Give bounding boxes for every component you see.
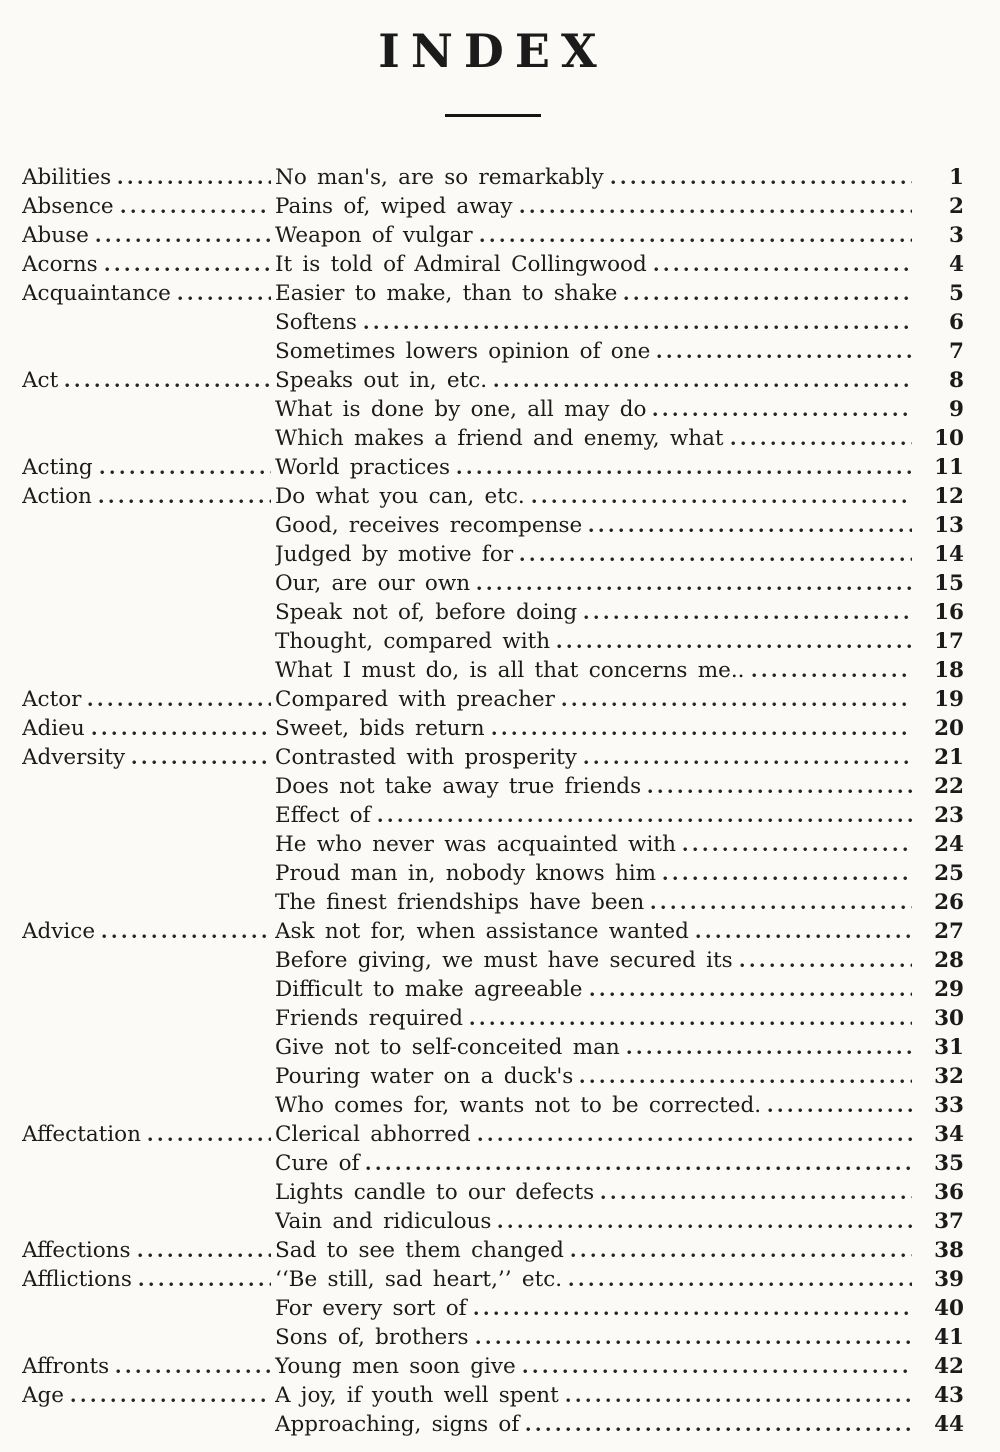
dot-leader — [562, 685, 912, 714]
entry-term: Acting — [22, 455, 93, 480]
index-entry-row — [22, 192, 964, 221]
entry-page: 15 — [934, 571, 964, 596]
dot-leader — [92, 714, 271, 743]
dot-leader — [584, 743, 912, 772]
dot-leader — [627, 1033, 912, 1062]
entry-text: Good, receives recompense — [275, 513, 583, 538]
entry-text: Clerical abhorred — [275, 1122, 471, 1147]
index-entry-row — [22, 1091, 964, 1120]
entry-page: 41 — [934, 1325, 964, 1350]
entry-text-cell — [275, 1033, 916, 1062]
index-entry-row — [22, 772, 964, 801]
dot-leader — [457, 453, 912, 482]
entry-page: 26 — [934, 890, 964, 915]
entry-term-cell — [22, 743, 275, 772]
index-entry-row — [22, 830, 964, 859]
entry-text: What I must do, is all that concerns me.. — [275, 658, 745, 683]
entry-page: 4 — [949, 252, 964, 277]
entry-term-cell — [22, 163, 275, 192]
dot-leader — [590, 975, 912, 1004]
dot-leader — [65, 366, 271, 395]
dot-leader — [571, 1236, 912, 1265]
dot-leader — [566, 1381, 912, 1410]
entry-term: Adieu — [22, 716, 85, 741]
index-entry-row — [22, 1120, 964, 1149]
index-entry-row — [22, 424, 964, 453]
entry-page: 20 — [934, 716, 964, 741]
dot-leader — [580, 1062, 912, 1091]
index-entry-row — [22, 1323, 964, 1352]
entry-text-cell — [275, 772, 916, 801]
entry-term-cell — [22, 685, 275, 714]
index-entry-row — [22, 337, 964, 366]
entry-text: For every sort of — [275, 1296, 467, 1321]
entry-text: Judged by motive for — [275, 542, 514, 567]
entry-text-cell — [275, 801, 916, 830]
entry-text-cell — [275, 946, 916, 975]
entry-page: 23 — [934, 803, 964, 828]
entry-term: Afflictions — [22, 1267, 132, 1292]
entry-text: Effect of — [275, 803, 371, 828]
entry-text: Give not to self-conceited man — [275, 1035, 620, 1060]
index-entry-row — [22, 1062, 964, 1091]
entry-page: 33 — [934, 1093, 964, 1118]
index-entry-row — [22, 1410, 964, 1439]
dot-leader — [476, 1323, 912, 1352]
entry-term-cell — [22, 192, 275, 221]
entry-term-cell — [22, 1265, 275, 1294]
entry-text: Pains of, wiped away — [275, 194, 513, 219]
entry-page: 1 — [949, 165, 964, 190]
entry-text: Speak not of, before doing — [275, 600, 578, 625]
entry-term-cell — [22, 1120, 275, 1149]
entry-page: 28 — [934, 948, 964, 973]
dot-leader — [557, 627, 912, 656]
entry-text: ‘‘Be still, sad heart,’’ etc. — [275, 1267, 563, 1292]
dot-leader — [480, 221, 912, 250]
entry-term-cell — [22, 1352, 275, 1381]
entry-text: Young men soon give — [275, 1354, 516, 1379]
entry-text: Pouring water on a duck's — [275, 1064, 574, 1089]
entry-text-cell — [275, 250, 916, 279]
entry-text: Weapon of vulgar — [275, 223, 473, 248]
index-entry-row — [22, 627, 964, 656]
index-entry-row — [22, 366, 964, 395]
entry-text: Sad to see them changed — [275, 1238, 564, 1263]
entry-text-cell — [275, 917, 916, 946]
index-entry-row — [22, 308, 964, 337]
entry-term: Abilities — [22, 165, 112, 190]
entry-page: 5 — [949, 281, 964, 306]
entry-text: Do what you can, etc. — [275, 484, 525, 509]
entry-page: 32 — [934, 1064, 964, 1089]
entry-text-cell — [275, 598, 916, 627]
dot-leader — [88, 685, 271, 714]
index-entry-row — [22, 1178, 964, 1207]
dot-leader — [498, 1207, 912, 1236]
dot-leader — [378, 801, 912, 830]
index-entry-row — [22, 279, 964, 308]
entry-text: Speaks out in, etc. — [275, 368, 488, 393]
entry-text-cell — [275, 1352, 916, 1381]
dot-leader — [132, 743, 271, 772]
entry-text-cell — [275, 511, 916, 540]
entry-term: Absence — [22, 194, 114, 219]
entry-page: 16 — [934, 600, 964, 625]
entry-term-cell — [22, 279, 275, 308]
dot-leader — [470, 1004, 912, 1033]
entry-term: Affectation — [22, 1122, 141, 1147]
entry-text: Vain and ridiculous — [275, 1209, 492, 1234]
entry-page: 7 — [949, 339, 964, 364]
index-entry-row — [22, 1236, 964, 1265]
entry-page: 3 — [949, 223, 964, 248]
entry-text-cell — [275, 569, 916, 598]
entry-text-cell — [275, 1381, 916, 1410]
entry-term: Affections — [22, 1238, 131, 1263]
entry-text-cell — [275, 424, 916, 453]
entry-text: Sweet, bids return — [275, 716, 485, 741]
dot-leader — [364, 308, 912, 337]
dot-leader — [648, 772, 912, 801]
index-entry-row — [22, 598, 964, 627]
entry-page: 11 — [934, 455, 964, 480]
entry-term: Actor — [22, 687, 82, 712]
dot-leader — [768, 1091, 912, 1120]
dot-leader — [477, 569, 912, 598]
entry-term: Age — [22, 1383, 65, 1408]
dot-leader — [100, 453, 271, 482]
entry-text-cell — [275, 308, 916, 337]
entry-text-cell — [275, 656, 916, 685]
entry-page: 42 — [934, 1354, 964, 1379]
index-entry-row — [22, 221, 964, 250]
entry-text-cell — [275, 279, 916, 308]
entry-page: 10 — [934, 426, 964, 451]
entry-term-cell — [22, 482, 275, 511]
entry-text-cell — [275, 627, 916, 656]
entry-page: 25 — [934, 861, 964, 886]
entry-term-cell — [22, 366, 275, 395]
index-entry-row — [22, 1294, 964, 1323]
entry-text-cell — [275, 1062, 916, 1091]
entry-text: It is told of Admiral Collingwood — [275, 252, 647, 277]
dot-leader — [148, 1120, 271, 1149]
title-divider — [445, 114, 541, 117]
dot-leader — [478, 1120, 912, 1149]
index-entry-row — [22, 888, 964, 917]
entry-term-cell — [22, 221, 275, 250]
entry-text-cell — [275, 1294, 916, 1323]
index-entry-row — [22, 1207, 964, 1236]
entry-page: 31 — [934, 1035, 964, 1060]
dot-leader — [139, 1265, 271, 1294]
entry-text: World practices — [275, 455, 450, 480]
entry-text: Sometimes lowers opinion of one — [275, 339, 651, 364]
entry-term-cell — [22, 1381, 275, 1410]
entry-text-cell — [275, 1236, 916, 1265]
index-entry-row — [22, 453, 964, 482]
dot-leader — [663, 859, 912, 888]
entry-term: Acorns — [22, 252, 98, 277]
entry-text: Friends required — [275, 1006, 463, 1031]
entry-text: Who comes for, wants not to be corrected. — [275, 1093, 762, 1118]
dot-leader — [474, 1294, 912, 1323]
dot-leader — [740, 946, 912, 975]
entry-text-cell — [275, 859, 916, 888]
dot-leader — [589, 511, 912, 540]
index-entry-row — [22, 250, 964, 279]
dot-leader — [651, 888, 912, 917]
entry-text-cell — [275, 1207, 916, 1236]
dot-leader — [683, 830, 912, 859]
entry-page: 2 — [949, 194, 964, 219]
entry-page: 40 — [934, 1296, 964, 1321]
entry-text-cell — [275, 1149, 916, 1178]
index-entry-row — [22, 1381, 964, 1410]
dot-leader — [138, 1236, 271, 1265]
entry-text: Approaching, signs of — [275, 1412, 520, 1437]
entry-page: 14 — [934, 542, 964, 567]
entry-text: He who never was acquainted with — [275, 832, 676, 857]
entry-page: 43 — [934, 1383, 964, 1408]
index-entry-row — [22, 1265, 964, 1294]
dot-leader — [116, 1352, 271, 1381]
entry-term-cell — [22, 453, 275, 482]
entry-text: Softens — [275, 310, 357, 335]
entry-text: Difficult to make agreeable — [275, 977, 583, 1002]
index-entry-row — [22, 1033, 964, 1062]
entry-term-cell — [22, 917, 275, 946]
entry-term: Acquaintance — [22, 281, 171, 306]
index-entry-row — [22, 859, 964, 888]
dot-leader — [532, 482, 912, 511]
entry-page: 18 — [934, 658, 964, 683]
entry-text-cell — [275, 714, 916, 743]
entry-term: Affronts — [22, 1354, 110, 1379]
entry-term: Advice — [22, 919, 96, 944]
index-entry-row — [22, 946, 964, 975]
entry-text: Which makes a friend and enemy, what — [275, 426, 724, 451]
entry-page: 17 — [934, 629, 964, 654]
index-entry-row — [22, 975, 964, 1004]
entry-page: 44 — [934, 1412, 964, 1437]
index-entry-row — [22, 714, 964, 743]
dot-leader — [657, 337, 912, 366]
entry-text: No man's, are so remarkably — [275, 165, 604, 190]
dot-leader — [492, 714, 912, 743]
dot-leader — [520, 192, 912, 221]
dot-leader — [178, 279, 271, 308]
entry-text-cell — [275, 453, 916, 482]
dot-leader — [102, 917, 271, 946]
index-entry-row — [22, 540, 964, 569]
entry-text: Proud man in, nobody knows him — [275, 861, 657, 886]
entry-text-cell — [275, 482, 916, 511]
index-entry-row — [22, 801, 964, 830]
index-entry-row — [22, 685, 964, 714]
entry-term: Adversity — [22, 745, 126, 770]
index-entry-row — [22, 656, 964, 685]
entry-page: 36 — [934, 1180, 964, 1205]
entry-page: 34 — [934, 1122, 964, 1147]
entry-page: 19 — [934, 687, 964, 712]
entry-text-cell — [275, 192, 916, 221]
entry-page: 22 — [934, 774, 964, 799]
dot-leader — [696, 917, 912, 946]
entry-page: 8 — [949, 368, 964, 393]
entry-text: Sons of, brothers — [275, 1325, 469, 1350]
entry-text: A joy, if youth well spent — [275, 1383, 559, 1408]
dot-leader — [526, 1410, 912, 1439]
entry-text: What is done by one, all may do — [275, 397, 647, 422]
entry-text: Easier to make, than to shake — [275, 281, 618, 306]
index-entry-row — [22, 917, 964, 946]
entry-text: Thought, compared with — [275, 629, 551, 654]
dot-leader — [99, 482, 271, 511]
dot-leader — [569, 1265, 912, 1294]
dot-leader — [601, 1178, 912, 1207]
dot-leader — [611, 163, 912, 192]
dot-leader — [624, 279, 912, 308]
dot-leader — [653, 395, 912, 424]
entry-page: 24 — [934, 832, 964, 857]
entry-page: 38 — [934, 1238, 964, 1263]
entry-text: Does not take away true friends — [275, 774, 642, 799]
dot-leader — [752, 656, 913, 685]
index-entry-row — [22, 569, 964, 598]
entry-text-cell — [275, 540, 916, 569]
entry-text-cell — [275, 743, 916, 772]
entry-text-cell — [275, 163, 916, 192]
index-entry-row — [22, 482, 964, 511]
entry-text-cell — [275, 221, 916, 250]
index-entry-row — [22, 511, 964, 540]
index-entry-row — [22, 1352, 964, 1381]
entry-text-cell — [275, 1120, 916, 1149]
dot-leader — [366, 1149, 912, 1178]
entry-text-cell — [275, 1265, 916, 1294]
entry-text: The finest friendships have been — [275, 890, 645, 915]
index-entry-row — [22, 743, 964, 772]
dot-leader — [121, 192, 271, 221]
entry-term: Action — [22, 484, 92, 509]
entry-text: Ask not for, when assistance wanted — [275, 919, 689, 944]
entry-page: 12 — [934, 484, 964, 509]
entry-text: Compared with preacher — [275, 687, 555, 712]
dot-leader — [494, 366, 912, 395]
entry-text-cell — [275, 685, 916, 714]
index-entries — [22, 163, 964, 1439]
page-title: INDEX — [378, 24, 608, 78]
index-entry-row — [22, 163, 964, 192]
entry-text-cell — [275, 1178, 916, 1207]
entry-text-cell — [275, 1323, 916, 1352]
dot-leader — [71, 1381, 271, 1410]
entry-term-cell — [22, 1236, 275, 1265]
entry-term: Act — [22, 368, 59, 393]
entry-text: Cure of — [275, 1151, 360, 1176]
dot-leader — [584, 598, 912, 627]
entry-page: 39 — [934, 1267, 964, 1292]
entry-page: 27 — [934, 919, 964, 944]
dot-leader — [105, 250, 271, 279]
entry-text: Before giving, we must have secured its — [275, 948, 733, 973]
entry-text-cell — [275, 1091, 916, 1120]
entry-page: 9 — [949, 397, 964, 422]
dot-leader — [731, 424, 912, 453]
index-entry-row — [22, 1149, 964, 1178]
entry-page: 30 — [934, 1006, 964, 1031]
entry-text-cell — [275, 830, 916, 859]
entry-text: Contrasted with prosperity — [275, 745, 577, 770]
entry-term: Abuse — [22, 223, 89, 248]
entry-page: 21 — [934, 745, 964, 770]
entry-text-cell — [275, 1004, 916, 1033]
entry-text-cell — [275, 366, 916, 395]
entry-text: Our, are our own — [275, 571, 471, 596]
entry-term-cell — [22, 714, 275, 743]
index-entry-row — [22, 1004, 964, 1033]
entry-text-cell — [275, 975, 916, 1004]
dot-leader — [118, 163, 271, 192]
entry-page: 37 — [934, 1209, 964, 1234]
entry-text-cell — [275, 888, 916, 917]
entry-page: 13 — [934, 513, 964, 538]
index-entry-row — [22, 395, 964, 424]
dot-leader — [654, 250, 912, 279]
entry-text-cell — [275, 1410, 916, 1439]
entry-page: 6 — [949, 310, 964, 335]
entry-text-cell — [275, 395, 916, 424]
entry-text-cell — [275, 337, 916, 366]
dot-leader — [523, 1352, 912, 1381]
entry-page: 29 — [934, 977, 964, 1002]
dot-leader — [520, 540, 912, 569]
entry-text: Lights candle to our defects — [275, 1180, 595, 1205]
entry-page: 35 — [934, 1151, 964, 1176]
entry-term-cell — [22, 250, 275, 279]
dot-leader — [96, 221, 271, 250]
